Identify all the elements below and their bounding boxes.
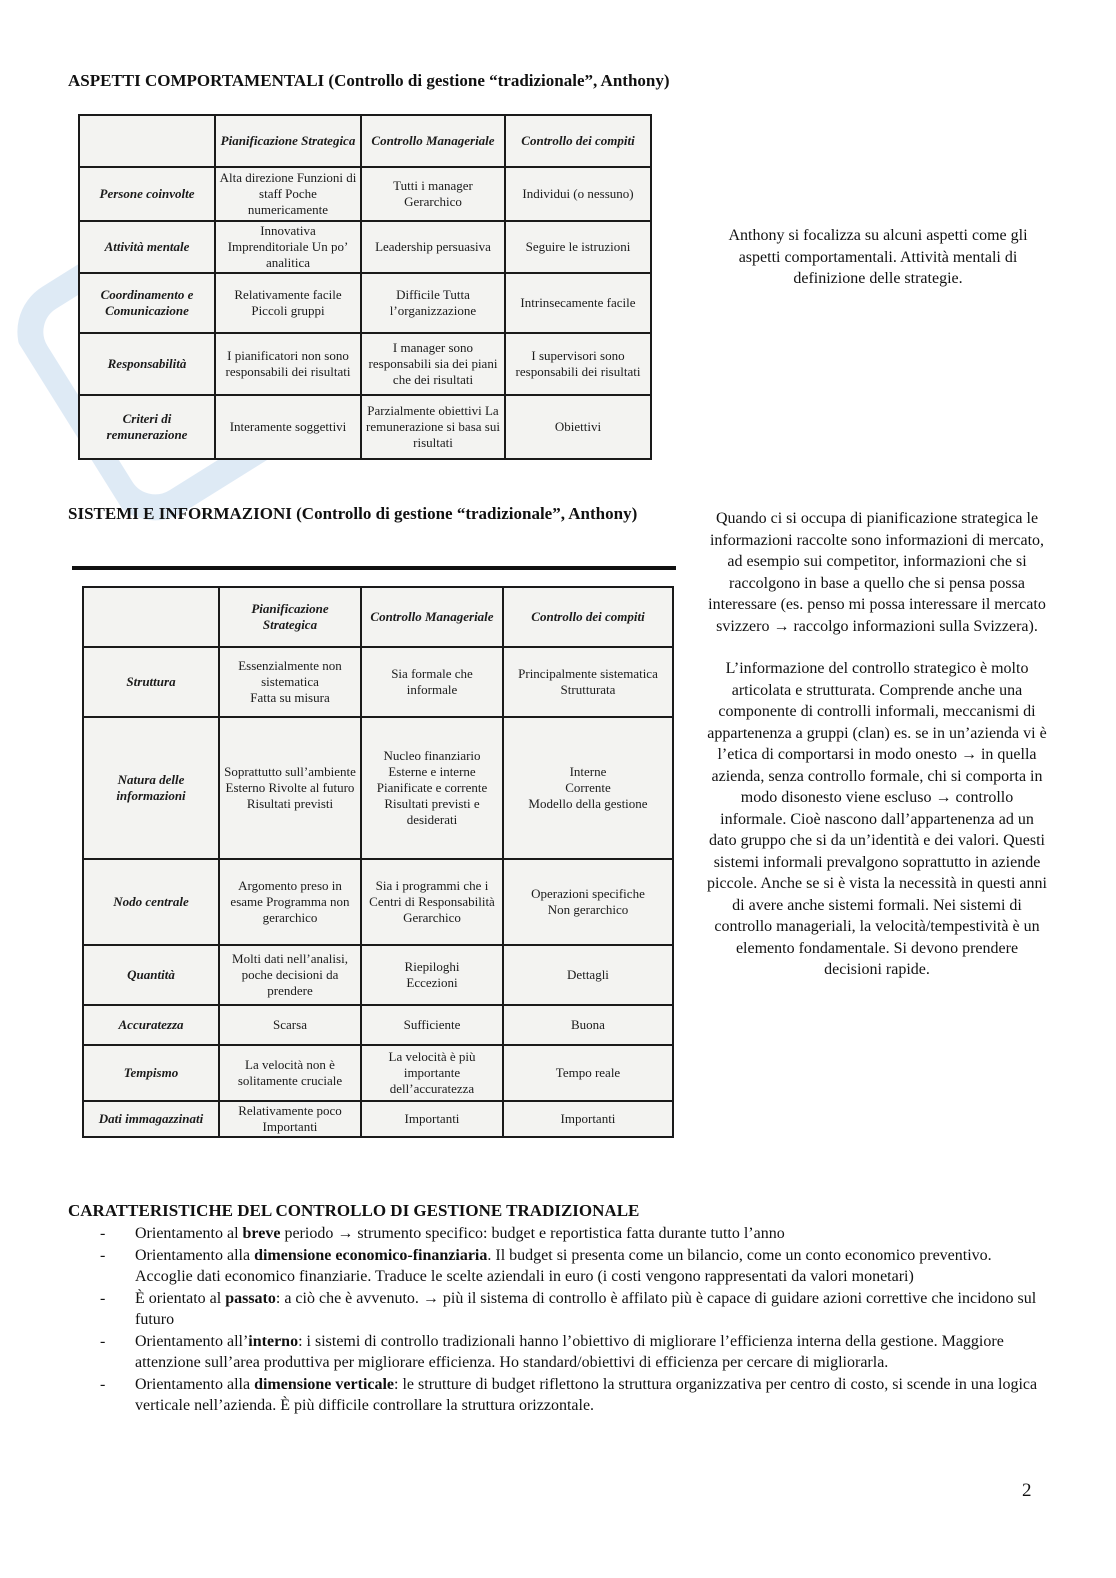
table-cell bbox=[361, 1101, 503, 1137]
table-cell bbox=[361, 945, 503, 1005]
table-cell: Interamente soggettivi bbox=[215, 395, 361, 459]
table-row bbox=[83, 1005, 673, 1045]
table-cell: Tutti i manager Gerarchico bbox=[361, 167, 505, 221]
cell-part: Risultati previsti e desiderati bbox=[384, 796, 480, 827]
cell-part: Eccezioni bbox=[406, 975, 458, 990]
section3-title: CARATTERISTICHE DEL CONTROLLO DI GESTIONE TRADIZIONALE bbox=[68, 1201, 640, 1220]
list-item: - Orientamento alla dimensione verticale: le strutture di budget riflettono la struttura organizzativa per centro di costo, si scende in una logica verticale nell’azienda. È più difficile controllare la struttura orizzontale. bbox=[100, 1375, 1038, 1414]
table-cell: I pianificatori non sono responsabili dei risultati bbox=[215, 333, 361, 395]
table-row bbox=[79, 395, 651, 459]
table-header-row bbox=[83, 587, 673, 647]
table-corner-cell bbox=[83, 587, 219, 647]
cell-part: Operazioni specifiche bbox=[531, 886, 645, 901]
table-cell bbox=[361, 1045, 503, 1101]
cell-part: Strutturata bbox=[560, 682, 616, 697]
row-header: Natura delle informazioni bbox=[83, 717, 219, 859]
section2-side-notes bbox=[706, 508, 1048, 981]
table-cell bbox=[219, 1045, 361, 1101]
list-item: - Orientamento all’interno: i sistemi di controllo tradizionali hanno l’obiettivo di migliorare l’efficienza interna della gestione. Maggiore attenzione sull’area produttiva per migliorare efficienza. Ho standard/obiettivi di efficienza per cercare di migliorarla. bbox=[100, 1332, 1004, 1371]
table-cell: Intrinsecamente facile bbox=[505, 273, 651, 333]
table-cell: I manager sono responsabili sia dei piani che dei risultati bbox=[361, 333, 505, 395]
col-header-pianificazione: Pianificazione Strategica bbox=[215, 115, 361, 167]
table-row bbox=[79, 221, 651, 273]
table-cell bbox=[503, 717, 673, 859]
cell-part: Sia i programmi che i Centri di Responsabilità bbox=[369, 878, 495, 909]
cell-part: Gerarchico bbox=[403, 910, 461, 925]
col-header-controllo-manageriale: Controllo Manageriale bbox=[361, 587, 503, 647]
bullet-dash: - bbox=[100, 1225, 106, 1242]
cell-part: Argomento preso in esame Programma non gerarchico bbox=[230, 878, 350, 925]
cell-part: Relativamente poco Importanti bbox=[238, 1103, 342, 1134]
table-row bbox=[83, 945, 673, 1005]
page-number: 2 bbox=[1022, 1480, 1032, 1501]
section2-title: SISTEMI E INFORMAZIONI (Controllo di gestione “tradizionale”, Anthony) bbox=[68, 504, 638, 523]
table-row bbox=[79, 333, 651, 395]
table-row bbox=[79, 273, 651, 333]
cell-part: Fatta su misura bbox=[250, 690, 330, 705]
row-header: Accuratezza bbox=[83, 1005, 219, 1045]
table-cell: Seguire le istruzioni bbox=[505, 221, 651, 273]
row-header: Criteri di remunerazione bbox=[79, 395, 215, 459]
cell-part: Dettagli bbox=[567, 967, 609, 982]
table-cell bbox=[503, 945, 673, 1005]
cell-part: Interne bbox=[569, 764, 607, 779]
table-row bbox=[79, 167, 651, 221]
table-cell: Individui (o nessuno) bbox=[505, 167, 651, 221]
table-cell: I supervisori sono responsabili dei risultati bbox=[505, 333, 651, 395]
cell-part: Non gerarchico bbox=[547, 902, 629, 917]
table-cell bbox=[361, 647, 503, 717]
side-paragraph: Quando ci si occupa di pianificazione strategica le informazioni raccolte sono informazioni di mercato, ad esempio sui competitor, informazioni che si raccolgono in base a quello che si pensa possa interessare (es. penso mi possa interessare il mercato svizzero → raccolgo informazioni sulla Svizzera). bbox=[708, 510, 1046, 635]
col-header-controllo-compiti: Controllo dei compiti bbox=[505, 115, 651, 167]
table-cell bbox=[219, 647, 361, 717]
table-cell bbox=[503, 647, 673, 717]
cell-part: Buona bbox=[571, 1017, 605, 1032]
table-cell bbox=[361, 717, 503, 859]
table-corner-cell bbox=[79, 115, 215, 167]
cell-part: Essenzialmente non sistematica bbox=[238, 658, 342, 689]
cell-part: Sia formale che informale bbox=[391, 666, 473, 697]
table-cell bbox=[219, 1101, 361, 1137]
characteristics-list bbox=[68, 1223, 1048, 1417]
cell-part: Corrente bbox=[565, 780, 611, 795]
section1-side-note: Anthony si focalizza su alcuni aspetti come gli aspetti comportamentali. Attività mentali di definizione delle strategie. bbox=[728, 227, 1028, 287]
scan-divider-line bbox=[72, 566, 676, 570]
cell-part: Esterne e interne bbox=[388, 764, 476, 779]
table-cell: Difficile Tutta l’organizzazione bbox=[361, 273, 505, 333]
table-cell bbox=[503, 1101, 673, 1137]
table-cell bbox=[503, 1045, 673, 1101]
list-item: - Orientamento al breve periodo → strumento specifico: budget e reportistica fatta durante tutto l’anno bbox=[68, 1223, 1048, 1245]
col-header-controllo-compiti: Controllo dei compiti bbox=[503, 587, 673, 647]
table-cell bbox=[219, 717, 361, 859]
table-cell: Obiettivi bbox=[505, 395, 651, 459]
cell-part: Importanti bbox=[560, 1111, 616, 1126]
cell-part: Tempo reale bbox=[555, 1065, 621, 1080]
table-cell bbox=[219, 859, 361, 945]
table-row bbox=[83, 1045, 673, 1101]
row-header: Quantità bbox=[83, 945, 219, 1005]
table-cell: Innovativa Imprenditoriale Un po’ analitica bbox=[215, 221, 361, 273]
table-row bbox=[83, 1101, 673, 1137]
bullet-dash: - bbox=[100, 1246, 106, 1264]
row-header: Struttura bbox=[83, 647, 219, 717]
bullet-dash: - bbox=[100, 1332, 106, 1350]
row-header: Coordinamento e Comunicazione bbox=[79, 273, 215, 333]
section1-title: ASPETTI COMPORTAMENTALI (Controllo di gestione “tradizionale”, Anthony) bbox=[68, 71, 670, 90]
table-cell bbox=[219, 945, 361, 1005]
cell-part: Risultati previsti bbox=[246, 796, 334, 811]
table-row bbox=[83, 647, 673, 717]
cell-part: Modello della gestione bbox=[528, 796, 648, 811]
table-row bbox=[83, 717, 673, 859]
row-header: Tempismo bbox=[83, 1045, 219, 1101]
table-cell bbox=[503, 859, 673, 945]
table-cell bbox=[361, 859, 503, 945]
table-cell: Alta direzione Funzioni di staff Poche numericamente bbox=[215, 167, 361, 221]
table-cell: Relativamente facile Piccoli gruppi bbox=[215, 273, 361, 333]
row-header: Dati immagazzinati bbox=[83, 1101, 219, 1137]
table-cell bbox=[219, 1005, 361, 1045]
cell-part: Importanti bbox=[404, 1111, 460, 1126]
bullet-dash: - bbox=[100, 1289, 106, 1307]
row-header: Persone coinvolte bbox=[79, 167, 215, 221]
table-row bbox=[83, 859, 673, 945]
table-header-row bbox=[79, 115, 651, 167]
cell-part: La velocità non è solitamente cruciale bbox=[237, 1057, 343, 1088]
cell-part: Principalmente sistematica bbox=[518, 666, 658, 681]
cell-part: La velocità è più importante dell’accuratezza bbox=[388, 1049, 476, 1096]
cell-part: Scarsa bbox=[273, 1017, 307, 1032]
table-cell bbox=[503, 1005, 673, 1045]
row-header: Attività mentale bbox=[79, 221, 215, 273]
side-paragraph: L’informazione del controllo strategico è molto articolata e strutturata. Comprende anche una componente di controlli informali, meccanismi di appartenenza a gruppi (clan) es. se in un’azienda vi è l’etica di comportarsi in modo onesto → in quella azienda, senza controllo formale, chi si comporta in modo disonesto viene escluso → controllo informale. Cioè nascono dall’appartenenza ad un dato gruppo che si da un’identità e dei valori. Questi sistemi informali prevalgono soprattutto in aziende piccole. Anche se si è vista la necessità in questi anni di avere anche sistemi formali. Nei sistemi di controllo manageriali, la velocità/tempestività è un elemento fondamentale. Si devono prendere decisioni rapide. bbox=[707, 660, 1047, 978]
cell-part: Pianificate e corrente bbox=[376, 780, 488, 795]
bullet-dash: - bbox=[100, 1375, 106, 1393]
systems-information-table bbox=[82, 586, 674, 1138]
cell-part: Sufficiente bbox=[403, 1017, 461, 1032]
table-cell: Parzialmente obiettivi La remunerazione si basa sui risultati bbox=[361, 395, 505, 459]
row-header: Responsabilità bbox=[79, 333, 215, 395]
table-cell: Leadership persuasiva bbox=[361, 221, 505, 273]
col-header-controllo-manageriale: Controllo Manageriale bbox=[361, 115, 505, 167]
behavioral-aspects-table bbox=[78, 114, 652, 460]
cell-part: Riepiloghi bbox=[404, 959, 460, 974]
list-item: - Orientamento alla dimensione economico-finanziaria. Il budget si presenta come un bilancio, come un conto economico preventivo. Accoglie dati economico finanziarie. Traduce le scelte aziendali in euro (i costi vengono rappresentati da valori monetari) bbox=[100, 1246, 992, 1285]
list-item: - È orientato al passato: a ciò che è avvenuto. → più il sistema di controllo è affilato più è capace di guidare azioni correttive che incidono sul futuro bbox=[100, 1289, 1037, 1328]
cell-part: Soprattutto sull’ambiente Esterno Rivolte al futuro bbox=[224, 764, 356, 795]
cell-part: Molti dati nell’analisi, poche decisioni da prendere bbox=[232, 951, 348, 998]
table-cell bbox=[361, 1005, 503, 1045]
row-header: Nodo centrale bbox=[83, 859, 219, 945]
col-header-pianificazione: Pianificazione Strategica bbox=[219, 587, 361, 647]
cell-part: Nucleo finanziario bbox=[383, 748, 481, 763]
